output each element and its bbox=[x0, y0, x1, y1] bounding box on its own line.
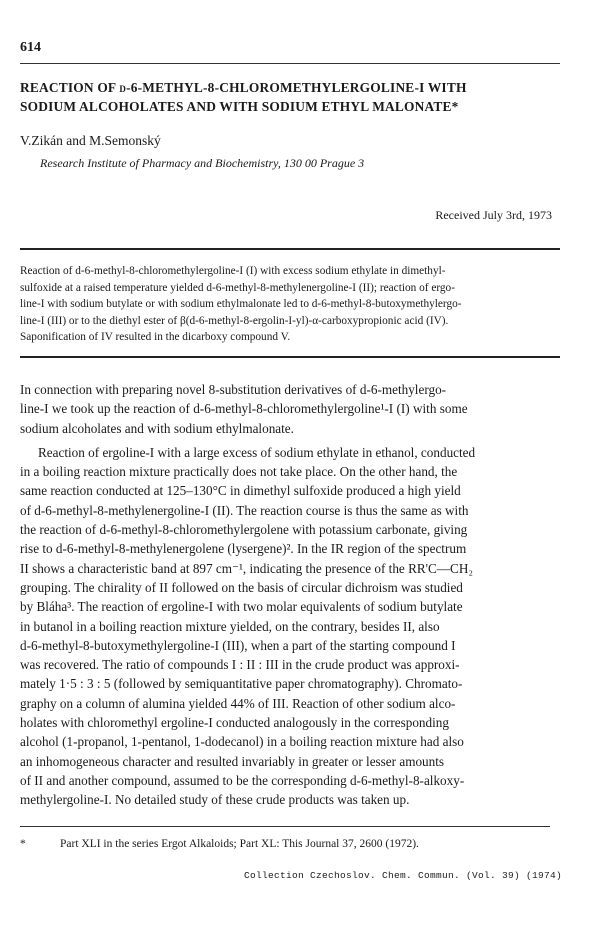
body-line: II shows a characteristic band at 897 cm⁻¹, indicating the presence of the RR'C—CH₂ bbox=[20, 560, 473, 576]
body-line: alcohol (1-propanol, 1-pentanol, 1-dodecanol) in a boiling reaction mixture had also bbox=[20, 734, 464, 750]
abstract-line: sulfoxide at a raised temperature yielded d-6-methyl-8-methylenergoline-I (II); reaction of ergo- bbox=[20, 281, 455, 294]
affiliation: Research Institute of Pharmacy and Biochemistry, 130 00 Prague 3 bbox=[40, 156, 365, 170]
paragraph-1 bbox=[20, 380, 560, 438]
body-line: in butanol in a boiling reaction mixture yielded, on the contrary, besides II, also bbox=[20, 618, 440, 634]
abstract-line: Reaction of d-6-methyl-8-chloromethylergoline-I (I) with excess sodium ethylate in dimethyl- bbox=[20, 265, 446, 277]
body-line: of d-6-methyl-8-methylenergoline-I (II). The reaction course is thus the same as with bbox=[20, 502, 469, 518]
body-line: In connection with preparing novel 8-substitution derivatives of d-6-methylergo- bbox=[20, 382, 447, 397]
header-rule bbox=[20, 63, 560, 64]
title-line-2: SODIUM ALCOHOLATES AND WITH SODIUM ETHYL MALONATE* bbox=[20, 99, 459, 114]
body-line: by Bláha³. The reaction of ergoline-I with two molar equivalents of sodium butylate bbox=[20, 599, 463, 615]
body-line: rise to d-6-methyl-8-methylenergolene (lysergene)². In the IR region of the spectrum bbox=[20, 541, 467, 557]
body-line: methylergoline-I. No detailed study of these crude products was taken up. bbox=[20, 792, 410, 808]
abstract bbox=[20, 263, 560, 346]
footnote-marker: * bbox=[20, 838, 26, 850]
paragraph-2 bbox=[20, 443, 560, 810]
body-line: in a boiling reaction mixture practically does not take place. On the other hand, the bbox=[20, 464, 458, 480]
footnote bbox=[20, 838, 419, 850]
body-line: holates with chloromethyl ergoline-I conducted analogously in the corresponding bbox=[20, 715, 449, 731]
body-line: d-6-methyl-8-butoxymethylergoline-I (III), when a part of the starting compound I bbox=[20, 637, 456, 653]
abstract-line: line-I (III) or to the diethyl ester of β(d-6-methyl-8-ergolin-I-yl)-α-carboxypropionic acid (IV). bbox=[20, 314, 449, 327]
abstract-line: line-I with sodium butylate or with sodium ethylmalonate led to d-6-methyl-8-butoxymethylergo- bbox=[20, 298, 462, 310]
article-body bbox=[20, 380, 560, 810]
body-line: Reaction of ergoline-I with a large excess of sodium ethylate in ethanol, conducted bbox=[38, 444, 476, 460]
journal-footer: Collection Czechoslov. Chem. Commun. (Vol. 39) (1974) bbox=[243, 870, 562, 881]
footnote-rule bbox=[20, 826, 550, 827]
body-line: graphy on a column of alumina yielded 44% of III. Reaction of other sodium alco- bbox=[20, 695, 456, 711]
abstract-top-rule bbox=[20, 248, 560, 250]
article-title bbox=[20, 78, 580, 116]
body-line: line-I we took up the reaction of d-6-methyl-8-chloromethylergoline¹-I (I) with some bbox=[20, 401, 468, 417]
footnote-text: Part XLI in the series Ergot Alkaloids; Part XL: This Journal 37, 2600 (1972). bbox=[60, 838, 419, 850]
body-line: same reaction conducted at 125–130°C in dimethyl sulfoxide produced a high yield bbox=[20, 483, 461, 499]
received-date: Received July 3rd, 1973 bbox=[435, 208, 552, 222]
page-number: 614 bbox=[20, 40, 41, 55]
body-line: mately 1·5 : 3 : 5 (followed by semiquantitative paper chromatography). Chromato- bbox=[20, 676, 463, 692]
body-line: grouping. The chirality of II followed on the basis of circular dichroism was studied bbox=[20, 579, 463, 595]
abstract-line: Saponification of IV resulted in the dicarboxy compound V. bbox=[20, 331, 291, 343]
body-line: sodium alcoholates and with sodium ethylmalonate. bbox=[20, 420, 294, 436]
authors: V.Zikán and M.Semonský bbox=[20, 133, 161, 148]
body-line: the reaction of d-6-methyl-8-chloromethylergolene with potassium carbonate, giving bbox=[20, 522, 468, 538]
body-line: of II and another compound, assumed to be the corresponding d-6-methyl-8-alkoxy- bbox=[20, 772, 465, 788]
body-line: was recovered. The ratio of compounds I : II : III in the crude product was approxi- bbox=[20, 657, 460, 673]
body-line: an inhomogeneous character and resulted invariably in greater or lesser amounts bbox=[20, 753, 445, 769]
abstract-bottom-rule bbox=[20, 356, 560, 358]
title-line-1: REACTION OF d-6-METHYL-8-CHLOROMETHYLERGOLINE-I WITH bbox=[20, 80, 467, 95]
